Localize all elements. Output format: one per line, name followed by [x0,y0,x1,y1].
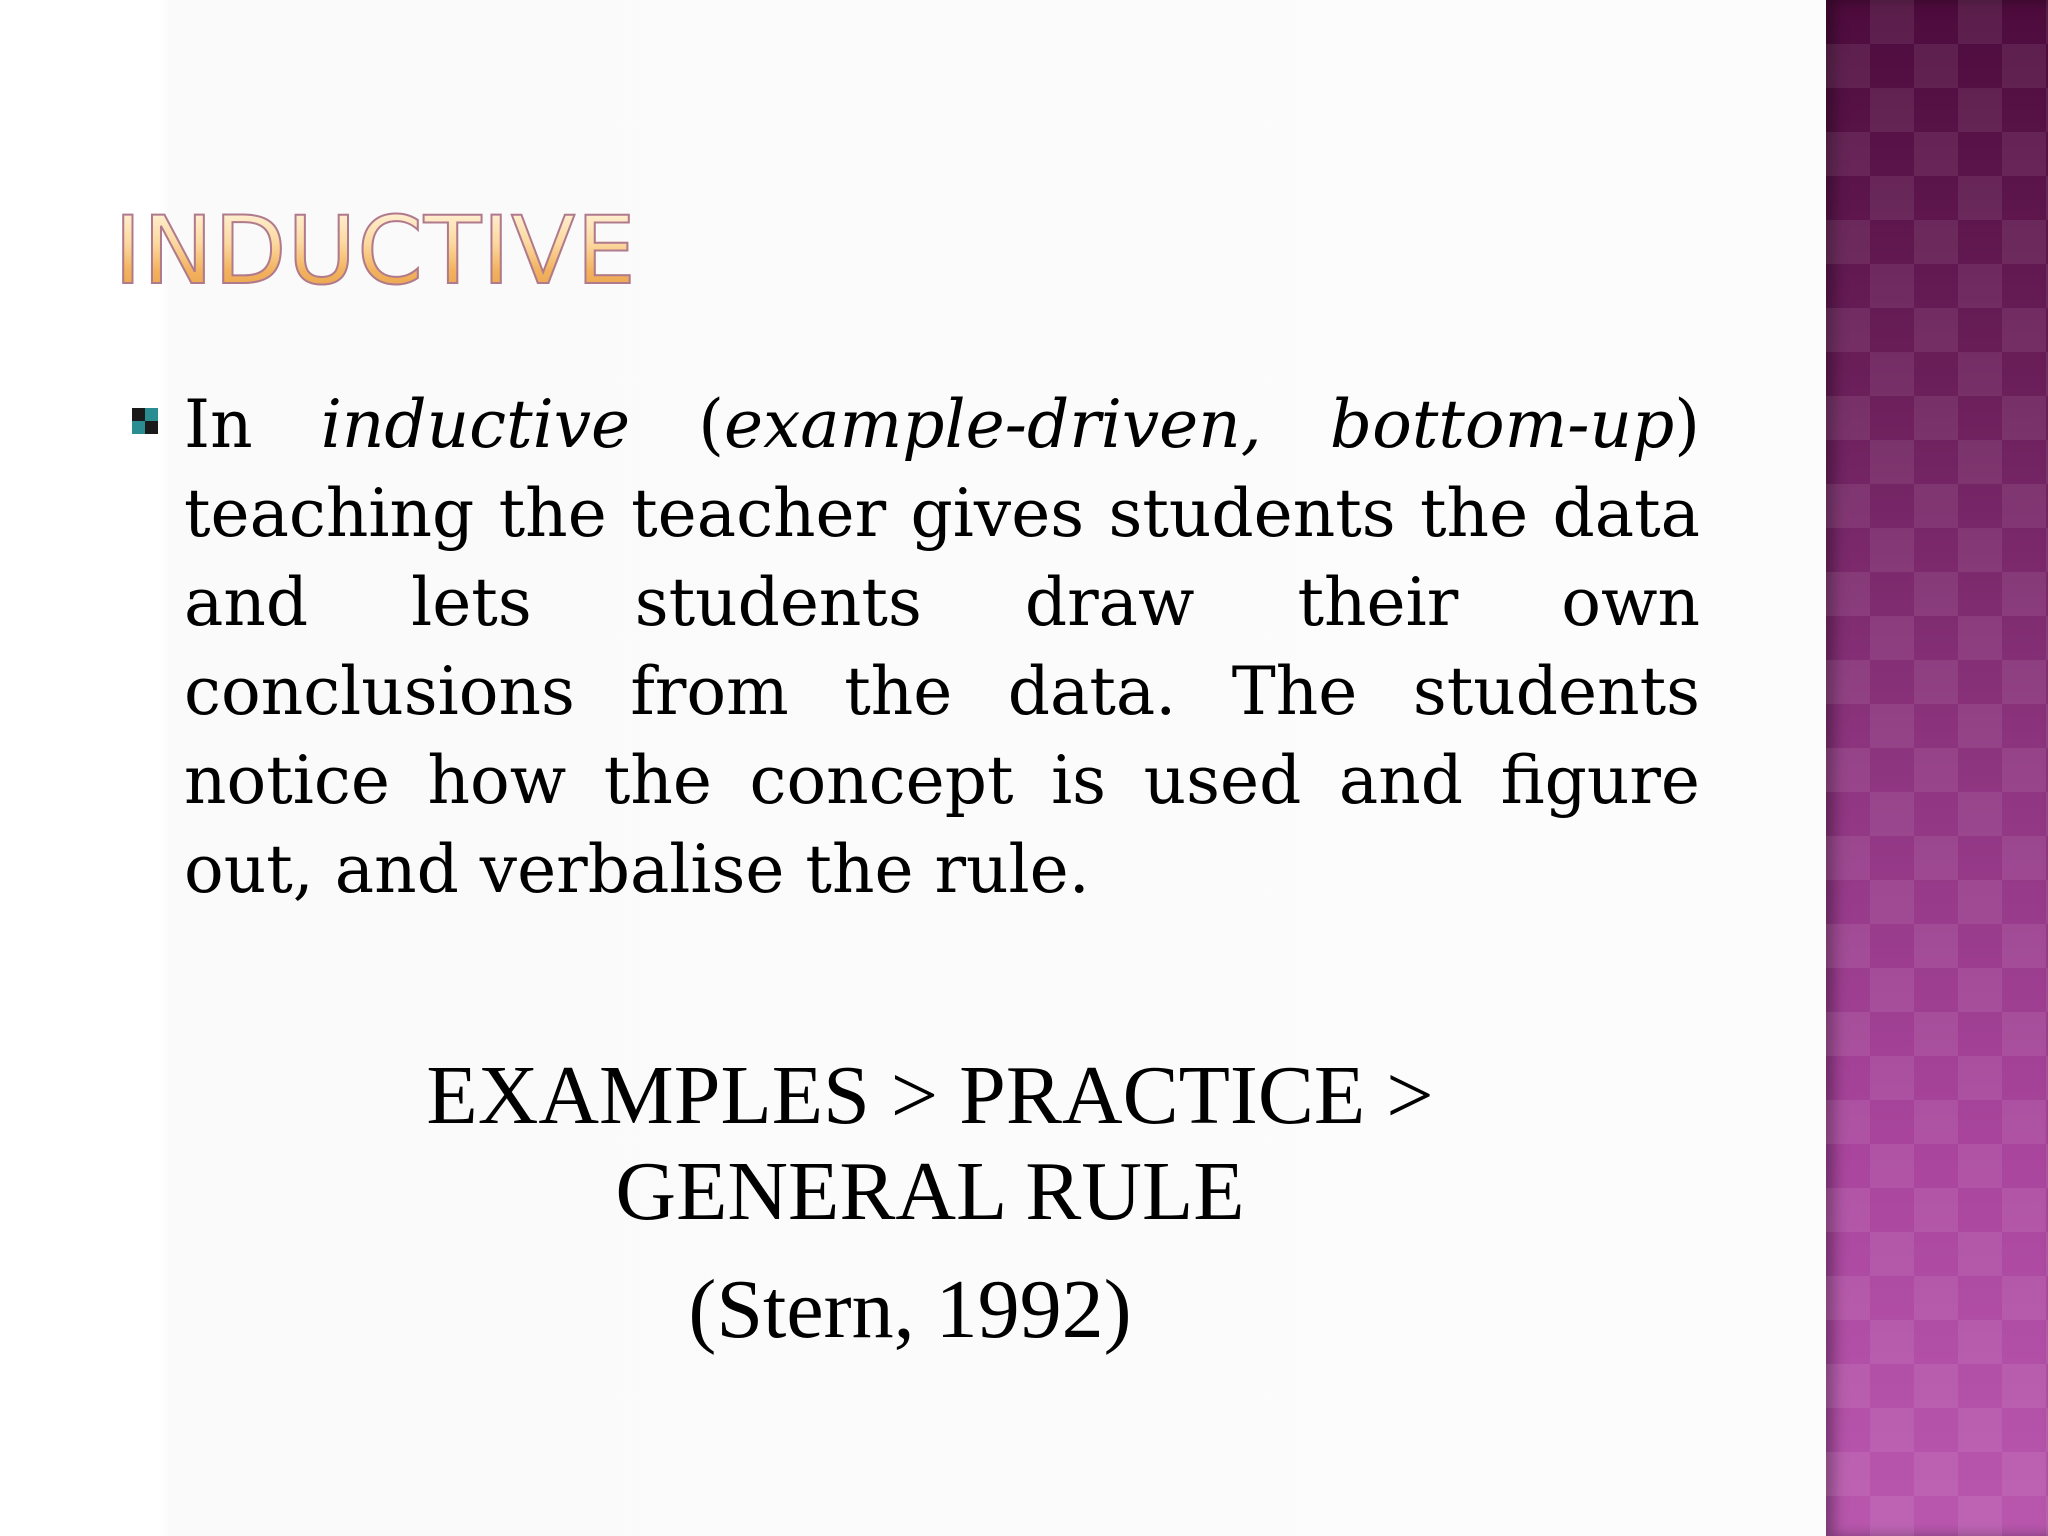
bullet-item [130,380,1700,914]
bullet-term: inductive [320,386,631,463]
bullet-paren-close: ) [1674,386,1701,463]
bullet-lead: In [184,386,253,463]
bullet-paren-terms: example-driven, bottom-up [724,386,1675,463]
bullet-paren-open: ( [698,386,725,463]
bullet-text [184,380,1700,914]
slide-title: INDUCTIVE [114,197,637,306]
sequence-line: EXAMPLES > PRACTICE > GENERAL RULE [426,1049,1434,1238]
square-bullet-icon [132,408,158,434]
bullet-body: teaching the teacher gives students the data and lets students draw their own conclusions from the data. The students notice how the concept is used and figure out, and verbalise the rule. [184,475,1700,908]
side-bar-pattern [1826,0,2048,1536]
decorative-side-bar [1826,0,2048,1536]
citation: (Stern, 1992) [688,1263,1132,1356]
